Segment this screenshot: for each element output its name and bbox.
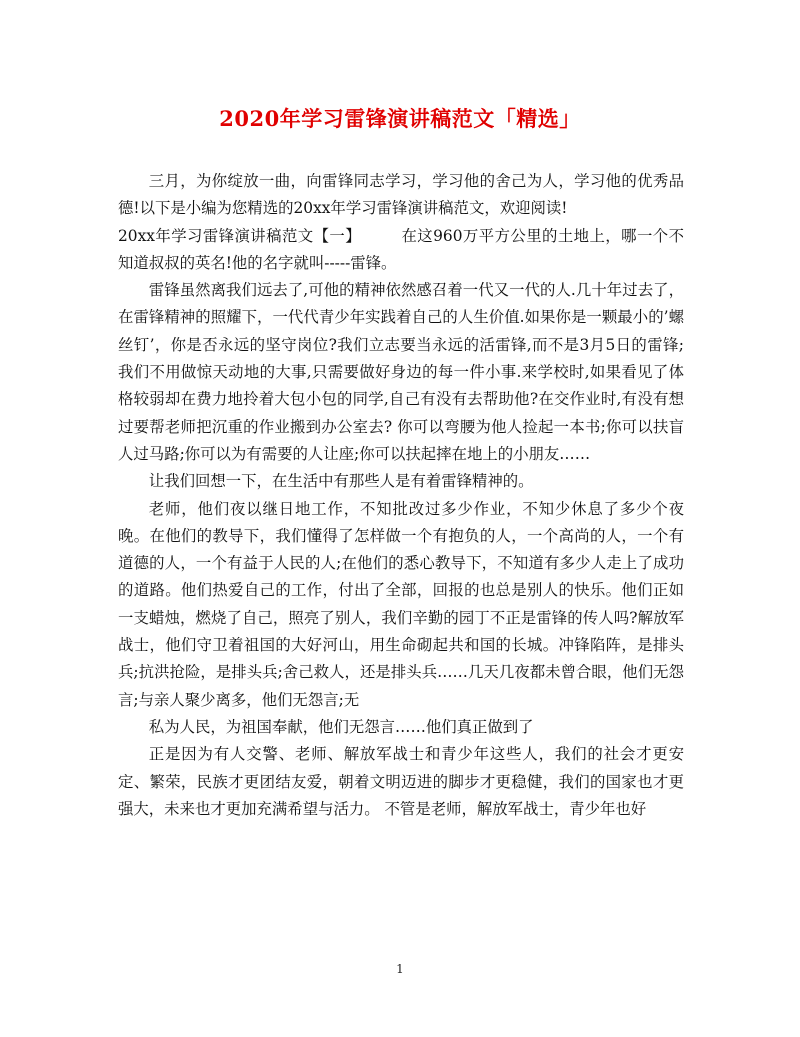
section-heading: 20xx年学习雷锋演讲稿范文【一】 [118,226,362,245]
document-title: 2020年学习雷锋演讲稿范文「精选」 [219,106,581,131]
paragraph-5: 正是因为有人交警、老师、解放军战士和青少年这些人，我们的社会才更安定、繁荣，民族才更团结友爱，朝着文明迈进的脚步才更稳健，我们的国家也才更强大，未来也才更加充满希望与活力。 不管是老师，解放军战士，青少年也好 [118,745,684,818]
paragraph-4: 私为人民，为祖国奉献，他们无怨言……他们真正做到了 [148,717,534,736]
paragraph-2: 让我们回想一下，在生活中有那些人是有着雷锋精神的。 [148,472,534,491]
section-lead-text: 在这960万平方公里的土地上，哪一个不知道叔叔的英名!他的名字就叫-----雷锋。 [118,226,684,272]
paragraph-3: 老师，他们夜以继日地工作，不知批改过多少作业，不知少休息了多少个夜晚。在他们的教导下，我们懂得了怎样做一个有抱负的人，一个高尚的人，一个有道德的人，一个有益于人民的人;在他们的悉心教导下，不知道有多少人走上了成功的道路。他们热爱自己的工作，付出了全部，回报的也总是别人的快乐。他们正如一支蜡烛，燃烧了自己，照亮了别人，我们辛勤的园丁不正是雷锋的传人吗?解放军战士，他们守卫着祖国的大好河山，用生命砌起共和国的长城。冲锋陷阵，是排头兵;抗洪抢险，是排头兵;舍己救人，还是排头兵……几天几夜都未曾合眼，他们无怨言;与亲人聚少离多，他们无怨言;无 [118,499,684,709]
paragraph-1: 雷锋虽然离我们远去了,可他的精神依然感召着一代又一代的人.几十年过去了，在雷锋精神的照耀下，一代代青少年实践着自己的人生价值.如果你是一颗最小的’螺丝钉’，你是否永远的坚守岗位?我们立志要当永远的活雷锋,而不是3月5日的雷锋;我们不用做惊天动地的大事,只需要做好身边的每一件小事.来学校时,如果看见了体格较弱却在费力地拎着大包小包的同学,自己有没有去帮助他?在交作业时,有没有想过要帮老师把沉重的作业搬到办公室去? 你可以弯腰为他人捡起一本书;你可以扶盲人过马路;你可以为有需要的人让座;你可以扶起摔在地上的小朋友…… [118,281,684,463]
page-number: 1 [396,962,404,976]
document-body [118,168,684,823]
intro-paragraph: 三月，为你绽放一曲，向雷锋同志学习，学习他的舍己为人，学习他的优秀品德!以下是小编为您精选的20xx年学习雷锋演讲稿范文，欢迎阅读! [118,172,684,218]
section-heading-line [118,223,684,278]
